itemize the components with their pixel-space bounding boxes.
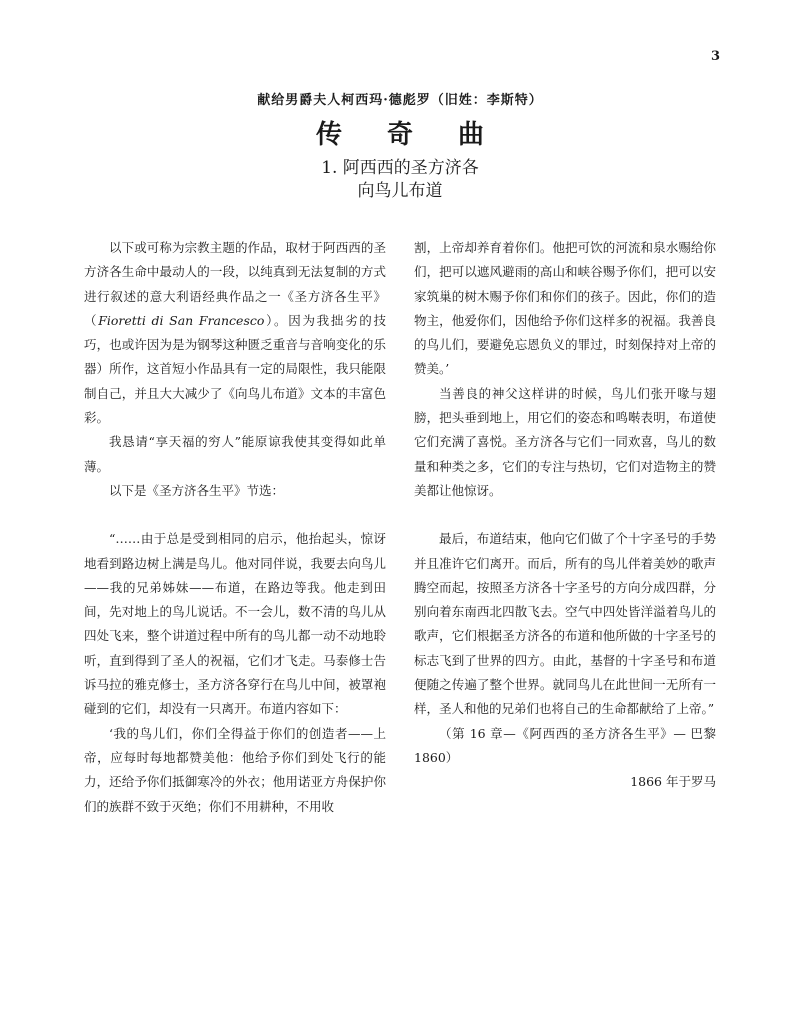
- paragraph-gap: [84, 503, 386, 527]
- source-citation: （第 16 章—《阿西西的圣方济各生平》— 巴黎 1860）: [414, 725, 716, 765]
- intro-text-b: ）。因为我拙劣的技巧，也或许因为是为钢琴这种匮乏重音与音响变化的乐器）所作，这首短小作品具有一定的局限性，我只能限制自己，并且大大减少了《向鸟儿布道》文本的丰富色彩。: [84, 312, 386, 426]
- paragraph-gap: [414, 503, 716, 527]
- page-title: 传 奇 曲: [315, 120, 503, 150]
- birds-reaction-paragraph: 当善良的神父这样讲的时候，鸟儿们张开喙与翅膀，把头垂到地上，用它们的姿态和鸣啭表明，布道使它们充满了喜悦。圣方济各与它们一同欢喜，鸟儿的数量和种类之多，它们的专注与热切，它们对造物主的赞美都让他惊讶。: [414, 385, 716, 498]
- quote-paragraph: “……由于总是受到相同的启示，他抬起头，惊讶地看到路边树上满是鸟儿。他对同伴说，我要去向鸟儿——我的兄弟姊妹——布道，在路边等我。他走到田间，先对地上的鸟儿说话。不一会儿，数不清的鸟儿从四处飞来，整个讲道过程中所有的鸟儿都一动不动地聆听，直到得到了圣人的祝福，它们才飞走。马泰修士告诉马拉的雅克修士，圣方济各穿行在鸟儿中间，被罩袍碰到的它们，却没有一只离开。布道内容如下：: [84, 531, 386, 717]
- right-column: [414, 236, 716, 795]
- excerpt-intro: 以下是《圣方济各生平》节选：: [109, 482, 285, 498]
- sermon-paragraph: ‘我的鸟儿们，你们全得益于你们的创造者——上帝，应每时每地都赞美他：他给予你们到处飞行的能力，还给予你们抵御寒冷的外衣；他用诺亚方舟保护你们的族群不致于灭绝；你们不用耕种，不用收: [84, 725, 386, 814]
- page-number: 3: [710, 49, 720, 64]
- left-column: [84, 236, 386, 819]
- intro-text-a: 以下或可称为宗教主题的作品，取材于阿西西的圣方济各生命中最动人的一段，以纯真到无法复制的方式进行叙述的意大利语经典作品之一《圣方济各生平》（: [84, 240, 386, 328]
- dedication: 献给男爵夫人柯西玛·德彪罗（旧姓：李斯特）: [257, 93, 543, 108]
- signoff-date-place: 1866 年于罗马: [630, 774, 716, 790]
- apology-paragraph: 我恳请“享天福的穷人”能原谅我使其变得如此单薄。: [84, 434, 386, 474]
- subtitle-piece-theme: 向鸟儿布道: [357, 181, 443, 201]
- intro-paragraph: [84, 236, 386, 430]
- italic-book-title: Fioretti di San Francesco: [98, 312, 265, 328]
- subtitle-piece-name: 1. 阿西西的圣方济各: [321, 158, 479, 178]
- ending-paragraph: 最后，布道结束，他向它们做了个十字圣号的手势并且准许它们离开。而后，所有的鸟儿伴着美妙的歌声腾空而起，按照圣方济各十字圣号的方向分成四群，分别向着东南西北四散飞去。空气中四处皆洋溢着鸟儿的歌声，它们根据圣方济各的布道和他所做的十字圣号的标志飞到了世界的四方。由此，基督的十字圣号和布道便随之传遍了整个世界。就同鸟儿在此世间一无所有一样，圣人和他的兄弟们也将自己的生命都献给了上帝。”: [414, 531, 716, 717]
- sermon-continued: 割，上帝却养育着你们。他把可饮的河流和泉水赐给你们，把可以遮风避雨的高山和峡谷赐予你们，把可以安家筑巢的树木赐予你们和你们的孩子。因此，你们的造物主，他爱你们，因他给予你们这样多的祝福。我善良的鸟儿们，要避免忘恩负义的罪过，时刻保持对上帝的赞美。’: [414, 240, 716, 377]
